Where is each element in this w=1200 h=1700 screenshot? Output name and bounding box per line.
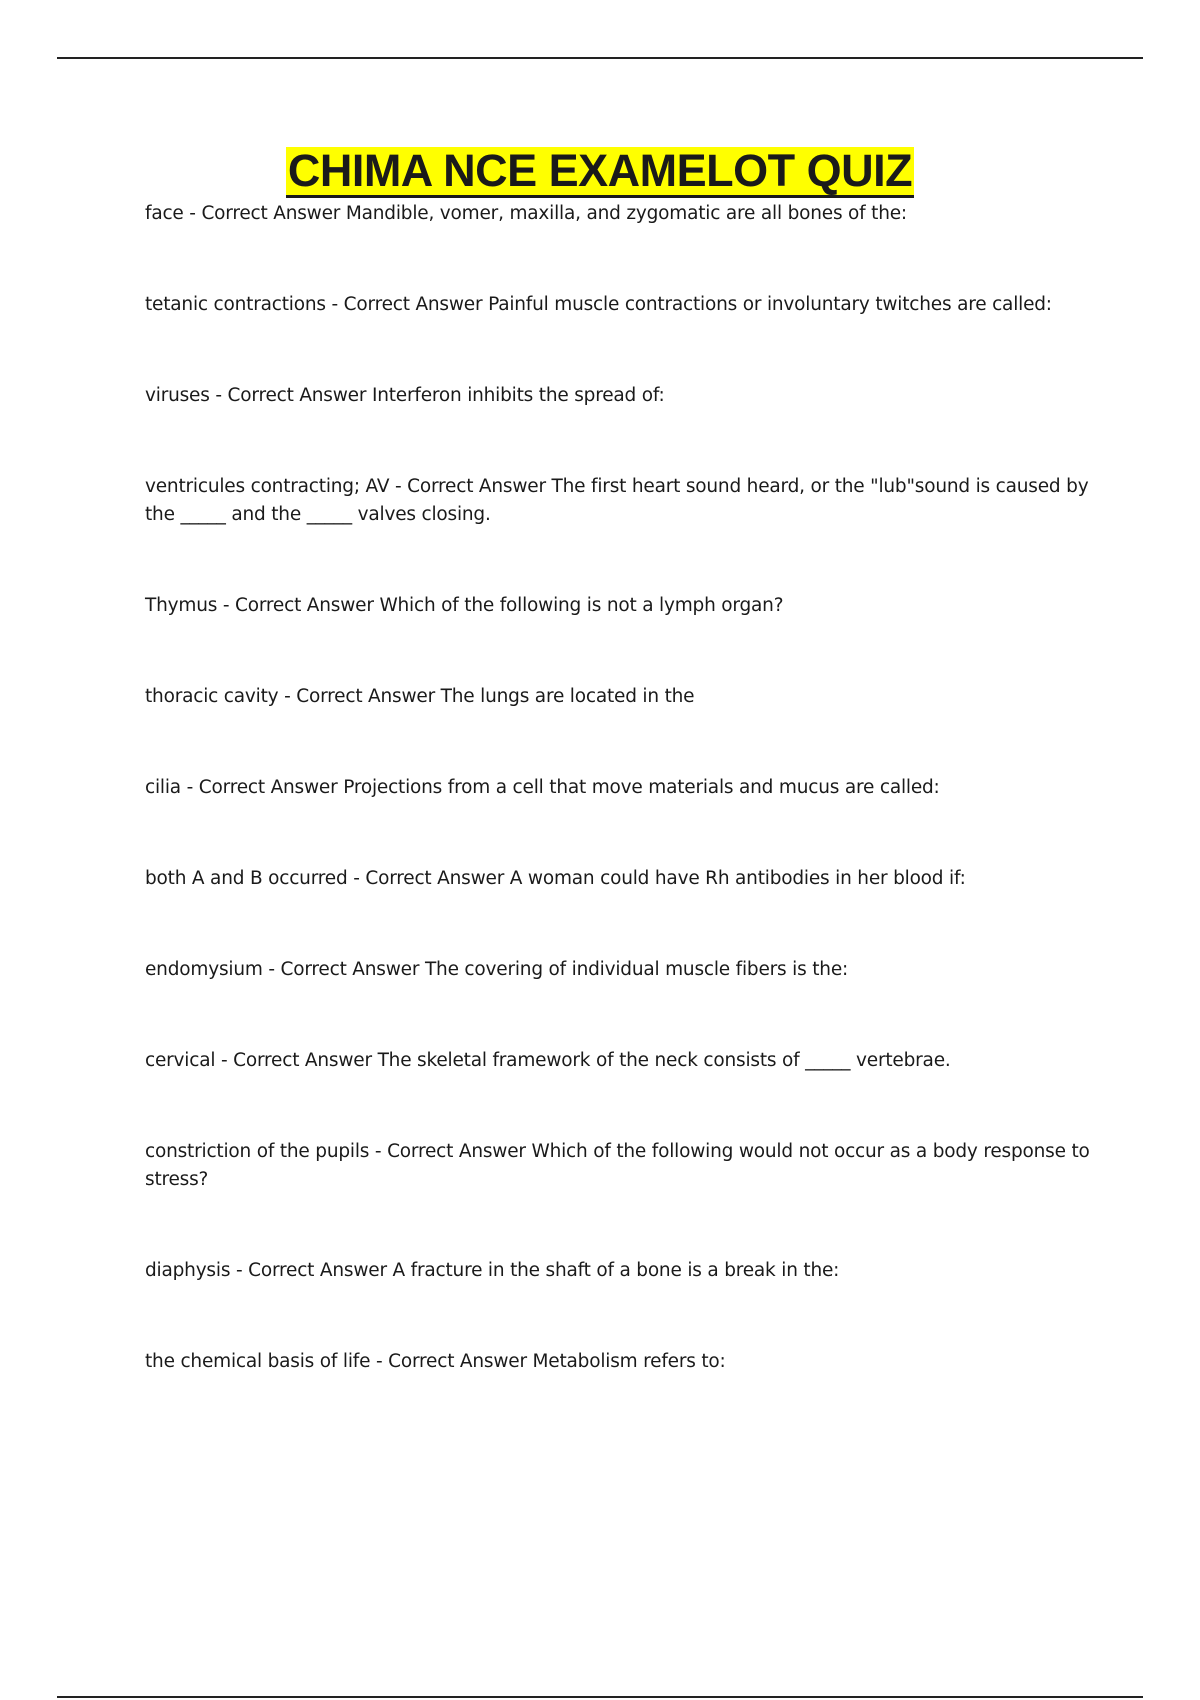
qa-question: The skeletal framework of the neck consists of _____ vertebrae. (377, 1050, 951, 1071)
qa-item (145, 382, 1090, 410)
qa-separator: - Correct Answer (215, 1050, 378, 1071)
qa-separator: - Correct Answer (183, 203, 346, 224)
qa-separator: - Correct Answer (209, 385, 372, 406)
qa-question: The lungs are located in the (440, 686, 695, 707)
qa-separator: - Correct Answer (389, 476, 552, 497)
qa-separator: - Correct Answer (347, 868, 510, 889)
qa-question: The covering of individual muscle fibers is the: (424, 959, 849, 980)
qa-answer: Thymus (145, 595, 218, 616)
qa-separator: - Correct Answer (370, 1351, 533, 1372)
qa-answer: the chemical basis of life (145, 1351, 371, 1372)
bottom-rule (57, 1696, 1143, 1698)
qa-question: Projections from a cell that move materials and mucus are called: (343, 777, 940, 798)
qa-item (145, 1348, 1090, 1376)
qa-item (145, 473, 1090, 529)
qa-answer: constriction of the pupils (145, 1141, 370, 1162)
qa-item (145, 1257, 1090, 1285)
qa-item (145, 1138, 1090, 1194)
qa-separator: - Correct Answer (217, 595, 380, 616)
qa-item (145, 683, 1090, 711)
qa-question: Which of the following is not a lymph organ? (379, 595, 784, 616)
qa-question: Interferon inhibits the spread of: (371, 385, 665, 406)
qa-question: A fracture in the shaft of a bone is a break in the: (392, 1260, 840, 1281)
qa-answer: both A and B occurred (145, 868, 348, 889)
qa-item (145, 865, 1090, 893)
qa-question: Which of the following would not occur as a body response to stress? (145, 1141, 1090, 1190)
qa-item (145, 291, 1090, 319)
qa-separator: - Correct Answer (278, 686, 441, 707)
qa-answer: endomysium (145, 959, 263, 980)
qa-answer: diaphysis (145, 1260, 231, 1281)
qa-separator: - Correct Answer (230, 1260, 393, 1281)
qa-separator: - Correct Answer (369, 1141, 532, 1162)
qa-answer: ventricules contracting; AV (145, 476, 390, 497)
qa-separator: - Correct Answer (262, 959, 425, 980)
qa-item (145, 1047, 1090, 1075)
qa-question: Painful muscle contractions or involuntary twitches are called: (488, 294, 1052, 315)
qa-answer: tetanic contractions (145, 294, 326, 315)
qa-item (145, 200, 1090, 228)
qa-answer: thoracic cavity (145, 686, 279, 707)
qa-answer: face (145, 203, 184, 224)
qa-answer: cilia (145, 777, 181, 798)
qa-list (145, 200, 1090, 1439)
top-rule (57, 57, 1143, 59)
qa-separator: - Correct Answer (180, 777, 344, 798)
qa-answer: cervical (145, 1050, 216, 1071)
page-title: CHIMA NCE EXAMELOT QUIZ (287, 145, 913, 196)
qa-item (145, 592, 1090, 620)
qa-question: The first heart sound heard, or the "lub"sound is caused by the _____ and the _____ valves closing. (145, 476, 1089, 525)
qa-question: A woman could have Rh antibodies in her blood if: (509, 868, 966, 889)
title-container (0, 147, 1200, 198)
qa-item (145, 774, 1090, 802)
qa-answer: viruses (145, 385, 210, 406)
qa-separator: - Correct Answer (325, 294, 489, 315)
qa-question: Mandible, vomer, maxilla, and zygomatic are all bones of the: (345, 203, 907, 224)
qa-item (145, 956, 1090, 984)
qa-question: Metabolism refers to: (532, 1351, 726, 1372)
